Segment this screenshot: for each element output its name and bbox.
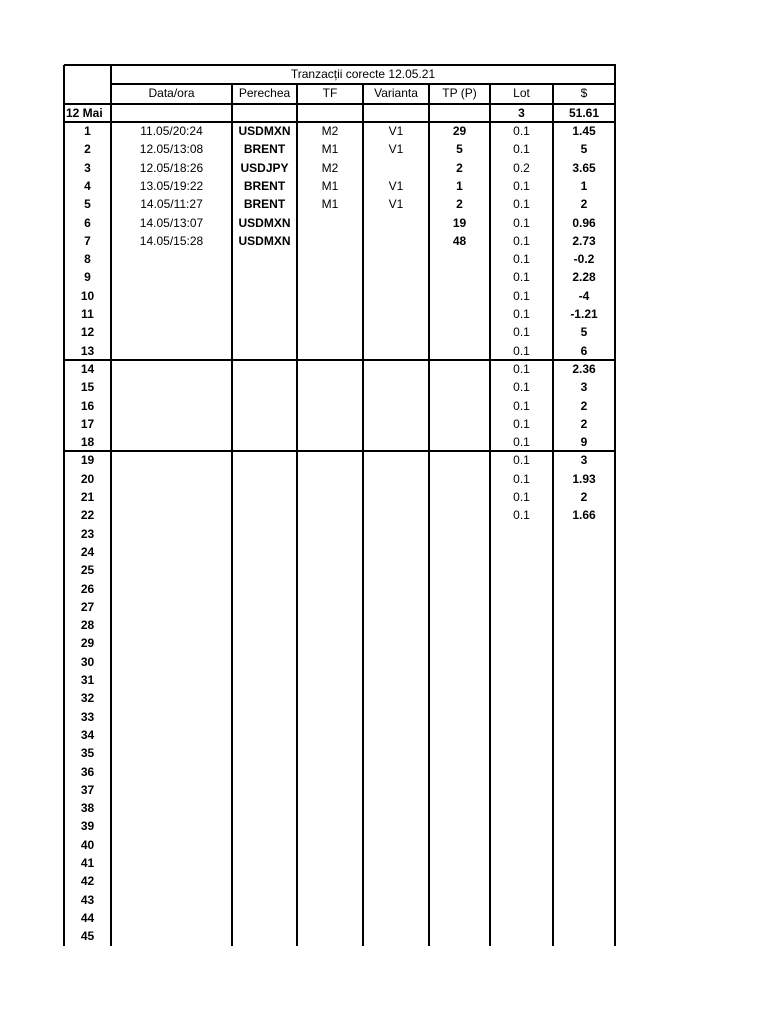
row-number: 33 xyxy=(80,709,95,724)
trade-tp: 29 xyxy=(452,124,467,138)
row-number: 37 xyxy=(80,782,95,797)
trade-lot: 0.1 xyxy=(513,142,530,157)
header-tf: TF xyxy=(322,86,338,100)
title-top-border xyxy=(111,64,616,66)
trade-lot: 0.1 xyxy=(513,380,530,395)
trade-date: 14.05/13:07 xyxy=(139,215,204,230)
row-number: 29 xyxy=(80,636,95,651)
trade-usd: 5 xyxy=(580,325,588,340)
trade-usd: 2 xyxy=(580,490,588,504)
trade-variant: V1 xyxy=(388,178,404,193)
row-number: 30 xyxy=(80,654,95,669)
header-date: Data/ora xyxy=(148,86,195,100)
trade-variant: V1 xyxy=(388,124,404,138)
trade-tf: M1 xyxy=(321,178,339,193)
corner-top-border xyxy=(64,64,112,66)
trade-usd: 1 xyxy=(580,178,588,193)
sheet-title: Tranzacții corecte 12.05.21 xyxy=(290,67,436,81)
header-pair: Perechea xyxy=(238,86,291,100)
row-number: 6 xyxy=(84,215,91,230)
trade-lot: 0.1 xyxy=(513,325,530,340)
header-bottom-border xyxy=(64,103,616,105)
trade-lot: 0.1 xyxy=(513,435,530,450)
column-border xyxy=(231,84,233,946)
summary-lot: 3 xyxy=(518,106,525,120)
row-number: 26 xyxy=(80,581,95,596)
trade-lot: 0.1 xyxy=(513,270,530,285)
trade-lot: 0.1 xyxy=(513,197,530,212)
trade-usd: 3 xyxy=(580,453,588,468)
trade-date: 11.05/20:24 xyxy=(140,124,203,138)
right-border xyxy=(614,65,616,946)
row-number: 8 xyxy=(84,252,91,267)
trade-lot: 0.1 xyxy=(513,453,530,468)
trade-lot: 0.1 xyxy=(513,471,530,486)
row-number: 42 xyxy=(80,874,95,889)
row-number: 44 xyxy=(80,910,95,925)
row-number: 36 xyxy=(80,764,95,779)
trade-lot: 0.1 xyxy=(513,178,530,193)
row-number: 24 xyxy=(80,544,95,559)
trade-usd: 3.65 xyxy=(572,160,596,175)
header-lot: Lot xyxy=(513,86,530,100)
row-number: 11 xyxy=(81,307,94,321)
trade-usd: 2.36 xyxy=(572,361,596,376)
trade-variant: V1 xyxy=(388,142,404,157)
trade-tp: 1 xyxy=(456,178,463,193)
trade-lot: 0.1 xyxy=(513,233,530,248)
trade-pair: USDJPY xyxy=(240,160,289,175)
trade-date: 12.05/13:08 xyxy=(139,142,204,157)
trade-date: 12.05/18:26 xyxy=(139,160,204,175)
row-number: 13 xyxy=(80,343,95,358)
trade-pair: USDMXN xyxy=(238,124,291,138)
trade-lot: 0.1 xyxy=(513,508,530,523)
trade-tp: 2 xyxy=(456,197,463,212)
row-number: 18 xyxy=(80,435,95,450)
row-number: 32 xyxy=(80,691,95,706)
row-number: 39 xyxy=(80,819,95,834)
row-number: 43 xyxy=(80,892,95,907)
trade-usd: 2 xyxy=(580,197,588,212)
trade-usd: 1.93 xyxy=(572,471,596,486)
row-number: 17 xyxy=(80,416,95,431)
row-number: 25 xyxy=(80,563,95,578)
trade-lot: 0.1 xyxy=(513,215,530,230)
row-number: 41 xyxy=(80,856,95,870)
trade-pair: BRENT xyxy=(243,178,286,193)
row-number: 7 xyxy=(84,233,91,248)
row-number: 2 xyxy=(84,142,91,157)
header-tp: TP (P) xyxy=(442,86,477,100)
row-number: 19 xyxy=(80,453,95,468)
row-number: 9 xyxy=(84,270,91,285)
trade-lot: 0.1 xyxy=(513,490,530,504)
column-border xyxy=(296,84,298,946)
trade-date: 14.05/11:27 xyxy=(140,197,203,212)
row-number: 21 xyxy=(80,490,95,504)
row-number: 22 xyxy=(80,508,95,523)
trade-tp: 2 xyxy=(456,160,463,175)
row-number: 27 xyxy=(80,599,95,614)
trade-usd: 2.73 xyxy=(572,233,596,248)
row-number: 5 xyxy=(84,197,91,212)
trade-usd: 9 xyxy=(580,435,588,450)
column-border xyxy=(489,84,491,946)
trade-usd: 2 xyxy=(580,416,588,431)
trade-tf: M1 xyxy=(321,142,339,157)
row-number: 31 xyxy=(80,673,95,687)
trade-usd: 2 xyxy=(580,398,588,413)
column-border xyxy=(552,84,554,946)
trade-pair: USDMXN xyxy=(238,233,291,248)
trade-pair: USDMXN xyxy=(238,215,291,230)
number-column-border xyxy=(110,65,112,946)
trade-tf: M2 xyxy=(321,124,339,138)
trade-lot: 0.1 xyxy=(513,361,530,376)
trade-lot: 0.1 xyxy=(513,416,530,431)
row-number: 23 xyxy=(80,526,95,541)
trade-usd: 2.28 xyxy=(572,270,596,285)
summary-bottom-border xyxy=(64,121,616,123)
trade-usd: -1.21 xyxy=(570,307,598,321)
row-number: 34 xyxy=(80,727,95,742)
header-usd: $ xyxy=(580,86,588,100)
trade-usd: -4 xyxy=(578,288,590,303)
trade-date: 14.05/15:28 xyxy=(139,233,204,248)
row-number: 3 xyxy=(84,160,91,175)
summary-usd: 51.61 xyxy=(568,106,600,120)
header-variant: Varianta xyxy=(374,86,418,100)
row-number: 38 xyxy=(80,801,95,816)
row-number: 14 xyxy=(80,361,95,376)
column-border xyxy=(428,84,430,946)
trade-lot: 0.1 xyxy=(513,307,530,321)
trade-date: 13.05/19:22 xyxy=(139,178,204,193)
row-number: 45 xyxy=(80,929,95,944)
trade-lot: 0.1 xyxy=(513,398,530,413)
row-number: 10 xyxy=(80,288,95,303)
trade-lot: 0.1 xyxy=(513,252,530,267)
trade-tp: 5 xyxy=(456,142,463,157)
trade-usd: 0.96 xyxy=(572,215,596,230)
row-number: 40 xyxy=(80,837,95,852)
row-number: 4 xyxy=(84,178,91,193)
trade-usd: 5 xyxy=(580,142,588,157)
summary-label: 12 Mai xyxy=(66,106,103,120)
column-border xyxy=(362,84,364,946)
trade-tp: 19 xyxy=(452,215,467,230)
trade-usd: 1.45 xyxy=(572,124,596,138)
trade-tp: 48 xyxy=(452,233,467,248)
trade-tf: M1 xyxy=(321,197,339,212)
row-number: 16 xyxy=(80,398,95,413)
group-separator xyxy=(64,359,616,361)
row-number: 12 xyxy=(80,325,95,340)
trade-lot: 0.1 xyxy=(513,343,530,358)
row-number: 20 xyxy=(80,471,95,486)
trade-usd: 3 xyxy=(580,380,588,395)
row-number: 1 xyxy=(84,124,91,138)
trade-usd: 1.66 xyxy=(572,508,596,523)
group-separator xyxy=(64,450,616,452)
trade-lot: 0.1 xyxy=(513,288,530,303)
trade-tf: M2 xyxy=(321,160,339,175)
trade-lot: 0.1 xyxy=(513,124,530,138)
row-number: 28 xyxy=(80,618,95,633)
trade-pair: BRENT xyxy=(243,142,286,157)
row-number: 15 xyxy=(80,380,95,395)
trade-usd: -0.2 xyxy=(573,252,595,267)
row-number: 35 xyxy=(80,746,95,761)
left-border xyxy=(63,65,65,946)
trade-pair: BRENT xyxy=(243,197,286,212)
trade-variant: V1 xyxy=(388,197,404,212)
trade-usd: 6 xyxy=(580,343,588,358)
trade-lot: 0.2 xyxy=(513,160,530,175)
